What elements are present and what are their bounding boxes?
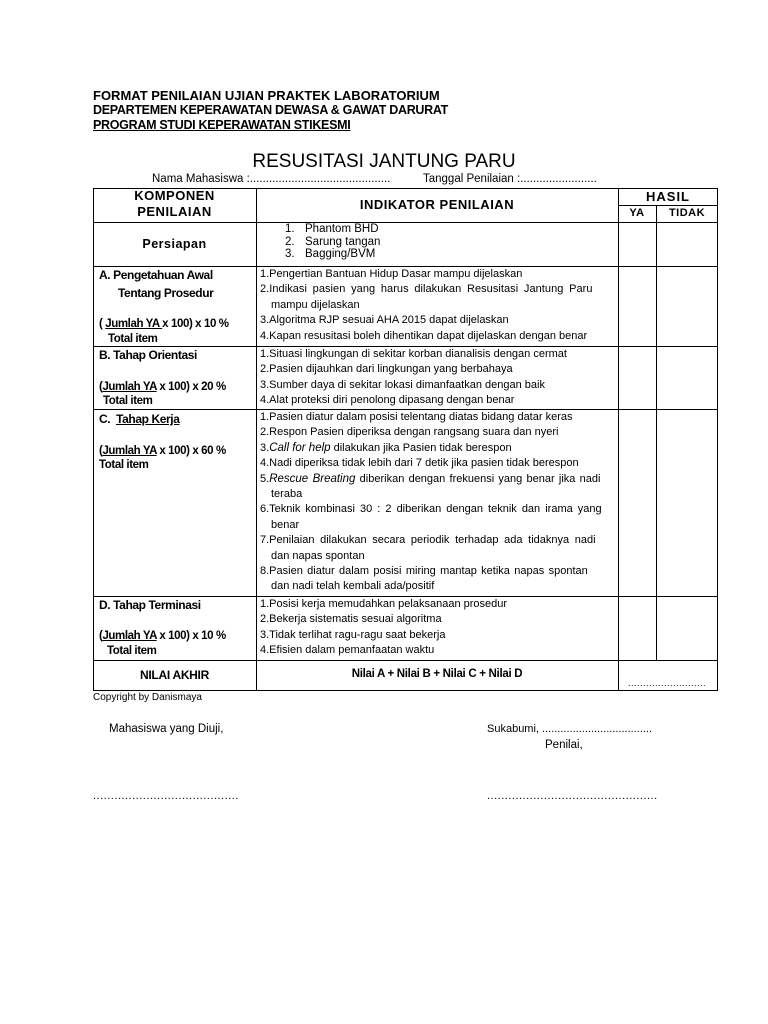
table-border-right <box>717 188 718 691</box>
section-d-indicators <box>260 597 615 659</box>
title-text: Tahap Kerja <box>116 412 180 426</box>
column-header-ya: YA <box>629 207 645 219</box>
copyright-text: Copyright by Danismaya <box>93 692 202 703</box>
section-d-title: D. Tahap Terminasi <box>99 598 201 612</box>
persiapan-list <box>285 223 380 261</box>
indicator-item: 1.Pasien diatur dalam posisi telentang diatas bidang datar keras <box>260 411 573 423</box>
form-title: RESUSITASI JANTUNG PARU <box>252 151 516 172</box>
indicator-item: 4.Alat proteksi diri penolong dipasang dengan benar <box>260 394 515 407</box>
column-header-tidak: TIDAK <box>668 207 706 219</box>
indicator-item: 4.Efisien dalam pemanfaatan waktu <box>260 644 435 657</box>
row-line <box>93 660 718 661</box>
column-line <box>618 188 619 691</box>
section-a-indicators <box>260 267 615 344</box>
formula-text: x 100) x 10 % <box>156 630 226 642</box>
indicator-item: 4.Nadi diperiksa tidak lebih dari 7 detik jika pasien tidak berespon <box>260 457 579 470</box>
formula-numerator: Jumlah YA <box>102 630 157 642</box>
indicator-item-cont: benar <box>271 518 300 531</box>
indicator-item: 3.Algoritma RJP sesuai AHA 2015 dapat dijelaskan <box>260 314 509 327</box>
section-c-formula <box>99 445 226 457</box>
indicator-item-cont: mampu dijelaskan <box>271 298 360 311</box>
item-number: 3. <box>285 248 295 260</box>
section-b-title: B. Tahap Orientasi <box>99 348 197 362</box>
indicator-item: 1.Posisi kerja memudahkan pelaksanaan prosedur <box>260 598 508 610</box>
indicator-item <box>260 472 615 487</box>
section-b-total: Total item <box>103 395 153 407</box>
indicator-item-cont: dan napas spontan <box>271 549 365 562</box>
formula-text: x 100) x 10 % <box>162 318 229 330</box>
formula-numerator: Jumlah YA <box>102 445 157 457</box>
item-number: 3. <box>260 441 270 454</box>
indicator-item: 7.Penilaian dilakukan secara periodik terhadap ada tidaknya nadi <box>260 534 596 547</box>
item-number: 5. <box>260 472 270 485</box>
item-text: diberikan dengan frekuensi yang benar jika nadi <box>355 472 601 485</box>
column-header-indikator: INDIKATOR PENILAIAN <box>359 197 515 212</box>
section-a-title: A. Pengetahuan Awal <box>99 268 213 282</box>
final-score-formula: Nilai A + Nilai B + Nilai C + Nilai D <box>351 668 523 680</box>
assessment-date-field: Tanggal Penilaian :........................ <box>423 173 597 185</box>
item-emphasis: Rescue Breating <box>269 472 356 485</box>
final-score-label: NILAI AKHIR <box>140 668 209 682</box>
indicator-item: 3.Tidak terlihat ragu-ragu saat bekerja <box>260 628 446 641</box>
department-title: DEPARTEMEN KEPERAWATAN DEWASA & GAWAT DARURAT <box>93 103 449 117</box>
section-a-formula <box>99 318 229 330</box>
column-line <box>656 205 657 661</box>
section-b-indicators <box>260 347 615 409</box>
section-d-total: Total item <box>107 645 157 657</box>
indicator-item: 2.Pasien dijauhkan dari lingkungan yang berbahaya <box>260 363 513 376</box>
assessor-signature-label: Penilai, <box>545 739 583 751</box>
row-line <box>93 222 718 223</box>
column-line <box>256 188 257 691</box>
table-border-left <box>93 188 94 691</box>
formula-text: ( <box>99 318 106 330</box>
indicator-item: 2.Indikasi pasien yang harus dilakukan Resusitasi Jantung Paru <box>260 283 593 296</box>
section-c-total: Total item <box>99 459 149 471</box>
indicator-item: 2.Respon Pasien diperiksa dengan rangsang suara dan nyeri <box>260 426 559 439</box>
assessor-signature-line: ................................................ <box>487 790 658 802</box>
section-persiapan-label: Persiapan <box>142 237 207 251</box>
formula-text: x 100) x 20 % <box>156 381 226 393</box>
item-emphasis: Call for help <box>269 441 331 454</box>
list-item <box>285 223 380 236</box>
formula-text: ( <box>99 381 103 393</box>
student-signature-label: Mahasiswa yang Diuji, <box>109 723 224 735</box>
list-item <box>285 248 380 261</box>
item-text: Sarung tangan <box>305 235 381 248</box>
list-item <box>285 236 380 249</box>
table-border-bottom <box>93 690 718 691</box>
item-number: 1. <box>285 223 295 235</box>
place-date-field: Sukabumi, .................................... <box>487 723 653 735</box>
title-prefix: C. <box>99 412 117 426</box>
student-name-field: Nama Mahasiswa :............................................ <box>152 173 391 185</box>
indicator-item: 8.Pasien diatur dalam posisi miring mantap ketika napas spontan <box>260 565 588 578</box>
indicator-item <box>260 441 615 456</box>
section-d-formula <box>99 630 226 642</box>
formula-text: ( <box>99 630 103 642</box>
column-header-komponen <box>93 188 256 220</box>
student-signature-line: ......................................... <box>93 790 239 802</box>
indicator-item-cont: teraba <box>271 488 303 501</box>
indicator-item: 1.Pengertian Bantuan Hidup Dasar mampu dijelaskan <box>260 268 523 280</box>
hasil-subheader-line <box>618 205 718 206</box>
indicator-item-cont: dan nadi telah kembali ada/positif <box>271 580 435 593</box>
program-title: PROGRAM STUDI KEPERAWATAN STIKESMI <box>93 118 351 132</box>
indicator-item: 2.Bekerja sistematis sesuai algoritma <box>260 613 442 626</box>
formula-numerator: Jumlah YA <box>105 318 163 330</box>
indicator-item: 4.Kapan resusitasi boleh dihentikan dapat dijelaskan dengan benar <box>260 329 588 342</box>
section-b-formula <box>99 381 226 393</box>
formula-text: x 100) x 60 % <box>156 445 226 457</box>
section-c-title <box>99 412 179 426</box>
formula-numerator: Jumlah YA <box>102 381 157 393</box>
section-c-indicators <box>260 410 615 595</box>
item-text: Phantom BHD <box>305 223 379 235</box>
item-text: dilakukan jika Pasien tidak berespon <box>330 441 512 454</box>
indicator-item: 1.Situasi lingkungan di sekitar korban dianalisis dengan cermat <box>260 348 567 360</box>
section-a-total: Total item <box>108 333 158 345</box>
header-text: KOMPONEN <box>134 188 215 203</box>
institution-title: FORMAT PENILAIAN UJIAN PRAKTEK LABORATORIUM <box>93 88 440 103</box>
item-number: 2. <box>285 235 295 248</box>
indicator-item: 3.Sumber daya di sekitar lokasi dimanfaatkan dengan baik <box>260 378 545 391</box>
item-text: Bagging/BVM <box>305 248 376 260</box>
formula-text: ( <box>99 445 103 457</box>
final-score-blank: .......................... <box>628 678 707 688</box>
header-text: PENILAIAN <box>137 204 212 219</box>
section-a-subtitle: Tentang Prosedur <box>118 286 214 300</box>
indicator-item: 6.Teknik kombinasi 30 : 2 diberikan dengan teknik dan irama yang <box>260 503 602 516</box>
column-header-hasil: HASIL <box>646 189 690 204</box>
